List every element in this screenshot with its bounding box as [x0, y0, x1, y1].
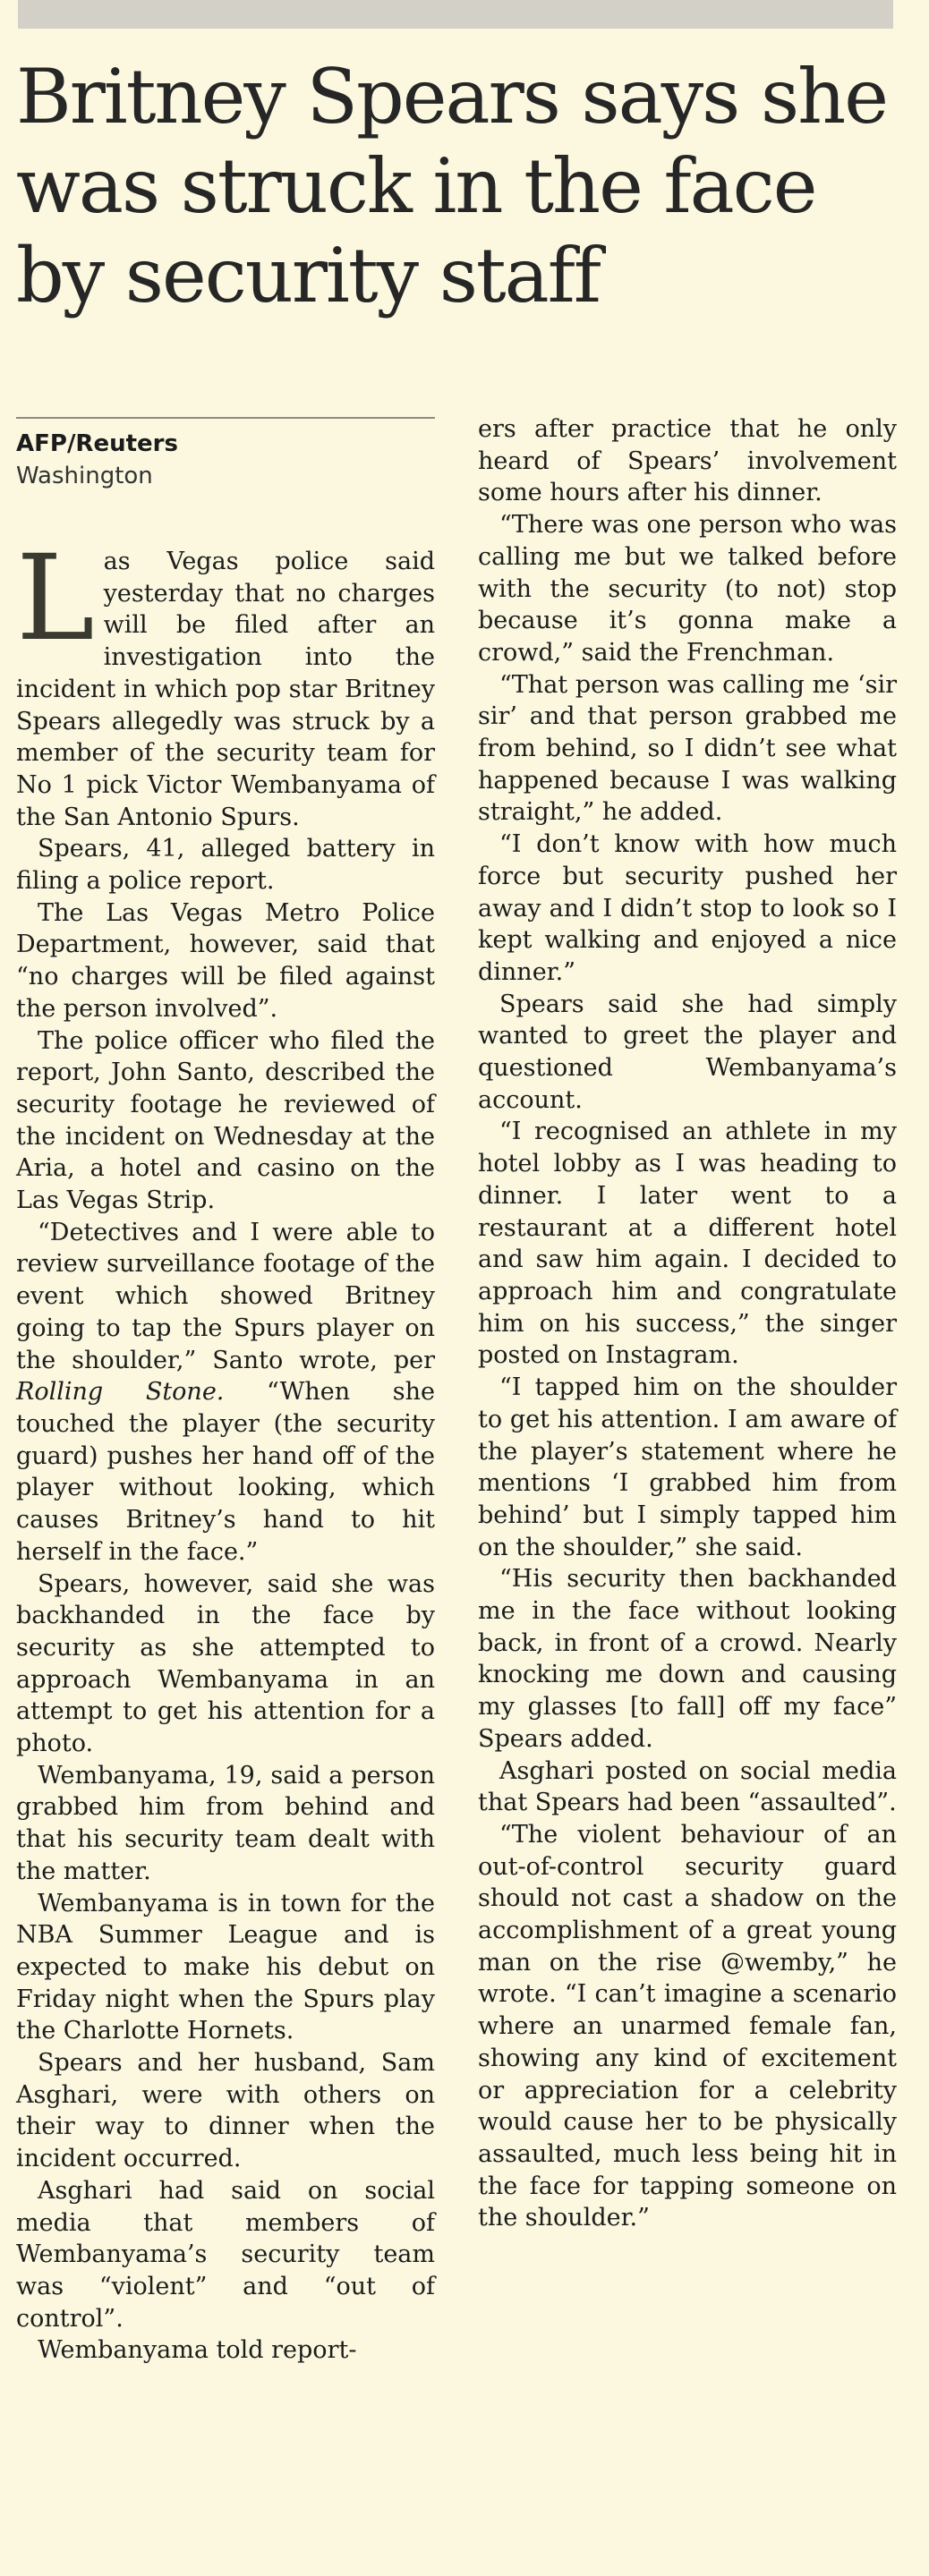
article-paragraph: Wembanyama told report-: [38, 2336, 357, 2365]
article-paragraph: “The violent behaviour of an out-of-control security guard should not cast a shadow on the accomplishment of a great young man on the rise @wemby,” he wrote. “I can’t imagine a scenario where an unarmed female fan, showing any kind of excitement or appreciation for a celebrity would cause her to be physically assaulted, much less being hit in the face for tapping someone on the shoulder.”: [478, 1820, 897, 2232]
paragraph-text: “When she touched the player (the security guard) pushes her hand off of the player without looking, which causes Britney’s hand to hit herself in the face.”: [16, 1378, 435, 1566]
publication-name: Rolling Stone.: [16, 1378, 225, 1407]
headline: Britney Spears says she was struck in the face by security staff: [16, 53, 887, 319]
article-paragraph: Wembanyama, 19, said a person grabbed him from behind and that his security team dealt with the matter.: [16, 1761, 435, 1885]
article-paragraph: ers after practice that he only heard of Spears’ involvement some hours after his dinner.: [478, 415, 897, 507]
article-paragraph: Spears, 41, alleged battery in filing a police report.: [16, 835, 435, 896]
article-column-left: [16, 530, 435, 2367]
paragraph-text: as Vegas police said yesterday that no charges will be filed after an investigation into the incident in which pop star Britney Spears allegedly was struck by a member of the security team for No 1 pick Victor Wembanyama of the San Antonio Spurs.: [16, 548, 435, 831]
article-paragraph: “I tapped him on the shoulder to get his attention. I am aware of the player’s statement where he mentions ‘I grabbed him from behind’ but I simply tapped him on the shoulder,” she said.: [478, 1373, 897, 1561]
article-paragraph: “There was one person who was calling me but we talked before with the security (to not) stop because it’s gonna make a crowd,” said the Frenchman.: [478, 511, 897, 667]
article-column-right: [478, 413, 897, 2234]
article-paragraph: Asghari had said on social media that members of Wembanyama’s security team was “violent” and “out of control”.: [16, 2176, 435, 2333]
article-paragraph: “That person was calling me ‘sir sir’ and that person grabbed me from behind, so I didn’t see what happened because I was walking straight,” he added.: [478, 670, 897, 827]
article-paragraph: [16, 530, 435, 833]
article-paragraph: “I recognised an athlete in my hotel lobby as I was heading to dinner. I later went to a restaurant at a different hotel and saw him again. I decided to approach him and congratulate him on his success,” the singer posted on Instagram.: [478, 1118, 897, 1370]
article-paragraph: Spears and her husband, Sam Asghari, were with others on their way to dinner when the incident occurred.: [16, 2049, 435, 2173]
byline-agency: AFP/Reuters: [16, 430, 178, 457]
drop-cap: L: [16, 530, 95, 667]
paragraph-text: “Detectives and I were able to review surveillance footage of the event which showed Britney going to tap the Spurs player on the shoulder,” Santo wrote, per: [16, 1218, 435, 1374]
article-paragraph: Wembanyama is in town for the NBA Summer League and is expected to make his debut on Friday night when the Spurs play the Charlotte Hornets.: [16, 1889, 435, 2045]
byline-rule: [16, 417, 435, 419]
top-bar: [18, 0, 893, 29]
article-paragraph: “His security then backhanded me in the face without looking back, in front of a crowd. Nearly knocking me down and causing my glasses [to fall] off my face” Spears added.: [478, 1565, 897, 1753]
article-paragraph: Spears said she had simply wanted to greet the player and questioned Wembanyama’s account.: [478, 990, 897, 1114]
byline-dateline: Washington: [16, 463, 153, 489]
article-paragraph: [16, 1217, 435, 1569]
article-paragraph: “I don’t know with how much force but security pushed her away and I didn’t stop to look so I kept walking and enjoyed a nice dinner.”: [478, 830, 897, 986]
byline: [16, 428, 435, 492]
article-paragraph: The police officer who filed the report, John Santo, described the security footage he reviewed of the incident on Wednesday at the Aria, a hotel and casino on the Las Vegas Strip.: [16, 1026, 435, 1215]
article-paragraph: Asghari posted on social media that Spears had been “assaulted”.: [478, 1756, 897, 1817]
article-paragraph: The Las Vegas Metro Police Department, however, said that “no charges will be filed against the person involved”.: [16, 898, 435, 1023]
article-paragraph: Spears, however, said she was backhanded in the face by security as she attempted to approach Wembanyama in an attempt to get his attention for a photo.: [16, 1569, 435, 1758]
